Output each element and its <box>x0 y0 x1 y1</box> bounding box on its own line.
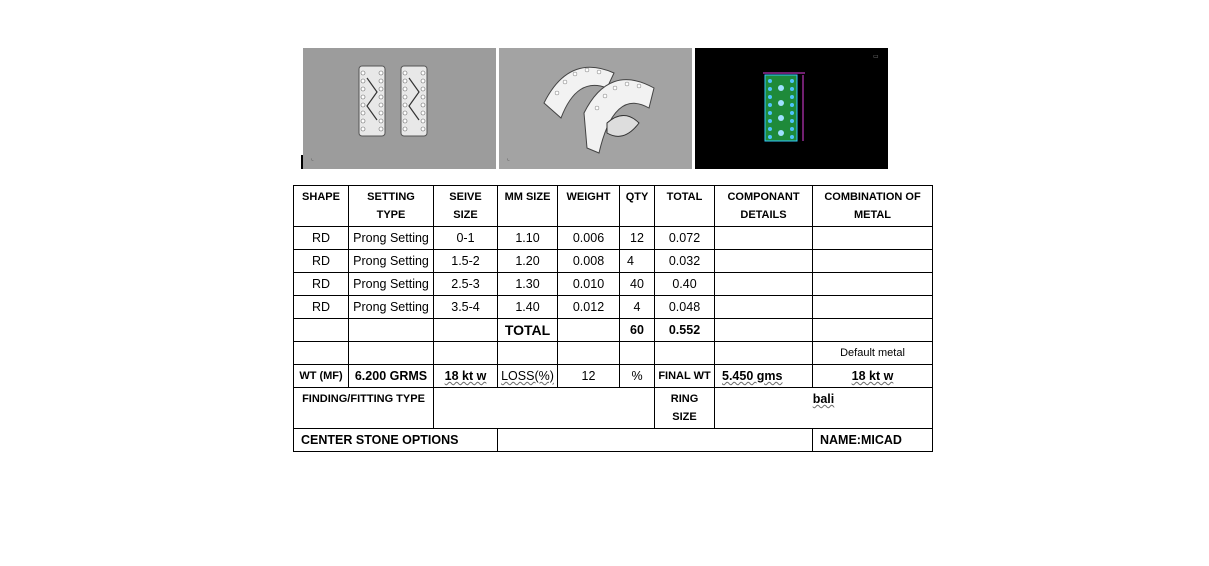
table-row <box>294 227 933 250</box>
ring-size-label: RING SIZE <box>655 388 715 429</box>
cell-qty: 12 <box>620 227 655 250</box>
center-stone-row <box>294 429 933 452</box>
svg-text:▭: ▭ <box>873 53 879 60</box>
empty-cell <box>294 342 349 365</box>
cell-mm: 1.20 <box>498 250 558 273</box>
table-row <box>294 250 933 273</box>
final-wt-label: FINAL WT <box>655 365 715 388</box>
total-qty: 60 <box>620 319 655 342</box>
cell-component <box>715 250 813 273</box>
header-component-details: COMPONANT DETAILS <box>715 186 813 227</box>
header-metal-combination: COMBINATION OF METAL <box>813 186 933 227</box>
header-mm-size: MM SIZE <box>498 186 558 227</box>
total-row <box>294 319 933 342</box>
empty-cell <box>434 319 498 342</box>
cell-sieve: 1.5-2 <box>434 250 498 273</box>
total-weight: 0.552 <box>655 319 715 342</box>
default-metal-label: Default metal <box>813 342 933 365</box>
empty-cell <box>558 319 620 342</box>
weight-row <box>294 365 933 388</box>
svg-text:⌞: ⌞ <box>311 155 314 162</box>
cell-total: 0.072 <box>655 227 715 250</box>
empty-cell <box>655 342 715 365</box>
wt-metal <box>434 365 498 388</box>
cell-total: 0.032 <box>655 250 715 273</box>
loss-label <box>498 365 558 388</box>
text-cursor-mark <box>301 155 303 169</box>
cell-shape: RD <box>294 227 349 250</box>
empty-cell <box>715 342 813 365</box>
empty-cell <box>434 342 498 365</box>
cell-weight: 0.008 <box>558 250 620 273</box>
cell-component <box>715 227 813 250</box>
center-stone-label: CENTER STONE OPTIONS <box>294 429 498 452</box>
empty-cell <box>813 319 933 342</box>
cell-sieve: 2.5-3 <box>434 273 498 296</box>
final-wt-value <box>715 365 813 388</box>
cell-total: 0.048 <box>655 296 715 319</box>
finding-label: FINDING/FITTING TYPE <box>294 388 434 429</box>
cell-shape: RD <box>294 296 349 319</box>
cell-setting: Prong Setting <box>349 273 434 296</box>
loss-label-text: LOSS(%) <box>501 369 554 383</box>
cell-sieve: 3.5-4 <box>434 296 498 319</box>
cell-setting: Prong Setting <box>349 227 434 250</box>
header-qty: QTY <box>620 186 655 227</box>
total-label: TOTAL <box>498 319 558 342</box>
header-sieve-size: SEIVE SIZE <box>434 186 498 227</box>
wt-label: WT (MF) <box>294 365 349 388</box>
cell-mm: 1.30 <box>498 273 558 296</box>
cell-weight: 0.010 <box>558 273 620 296</box>
header-setting-type: SETTING TYPE <box>349 186 434 227</box>
cell-metal <box>813 296 933 319</box>
empty-cell <box>715 319 813 342</box>
header-shape: SHAPE <box>294 186 349 227</box>
cell-weight: 0.006 <box>558 227 620 250</box>
cell-component <box>715 296 813 319</box>
cell-metal <box>813 273 933 296</box>
header-row <box>294 186 933 227</box>
cell-metal <box>813 227 933 250</box>
cell-qty: 4 <box>620 250 655 273</box>
metal-combo-value <box>813 365 933 388</box>
svg-text:⌞: ⌞ <box>507 155 510 162</box>
cell-setting: Prong Setting <box>349 250 434 273</box>
cell-shape: RD <box>294 250 349 273</box>
design-name: NAME:MICAD <box>813 429 933 452</box>
wt-value: 6.200 GRMS <box>349 365 434 388</box>
ring-size-value <box>715 388 933 429</box>
cell-total: 0.40 <box>655 273 715 296</box>
earring-perspective-render <box>499 48 692 169</box>
cell-metal <box>813 250 933 273</box>
cell-mm: 1.40 <box>498 296 558 319</box>
cell-setting: Prong Setting <box>349 296 434 319</box>
empty-cell <box>294 319 349 342</box>
final-wt-value-text: 5.450 gms <box>722 369 783 383</box>
finding-value <box>434 388 655 429</box>
empty-cell <box>349 319 434 342</box>
empty-cell <box>558 342 620 365</box>
cell-component <box>715 273 813 296</box>
cell-qty: 4 <box>620 296 655 319</box>
earring-front-view <box>303 48 496 169</box>
percent-symbol: % <box>620 365 655 388</box>
empty-cell <box>620 342 655 365</box>
table-row <box>294 273 933 296</box>
cell-sieve: 0-1 <box>434 227 498 250</box>
cell-qty: 40 <box>620 273 655 296</box>
cell-weight: 0.012 <box>558 296 620 319</box>
table-row <box>294 296 933 319</box>
earring-perspective-view <box>499 48 692 169</box>
header-total: TOTAL <box>655 186 715 227</box>
center-stone-value <box>498 429 813 452</box>
cell-shape: RD <box>294 273 349 296</box>
cell-mm: 1.10 <box>498 227 558 250</box>
metal-combo-text: 18 kt w <box>851 369 894 383</box>
ring-size-text: bali <box>812 392 835 406</box>
empty-cell <box>498 342 558 365</box>
wt-metal-text: 18 kt w <box>444 369 487 383</box>
finding-row <box>294 388 933 429</box>
header-weight: WEIGHT <box>558 186 620 227</box>
earring-front-render <box>303 48 496 169</box>
default-metal-row <box>294 342 933 365</box>
loss-value: 12 <box>558 365 620 388</box>
diamond-spec-table <box>293 185 933 452</box>
earring-cad-render <box>695 48 888 169</box>
empty-cell <box>349 342 434 365</box>
earring-cad-view <box>695 48 888 169</box>
